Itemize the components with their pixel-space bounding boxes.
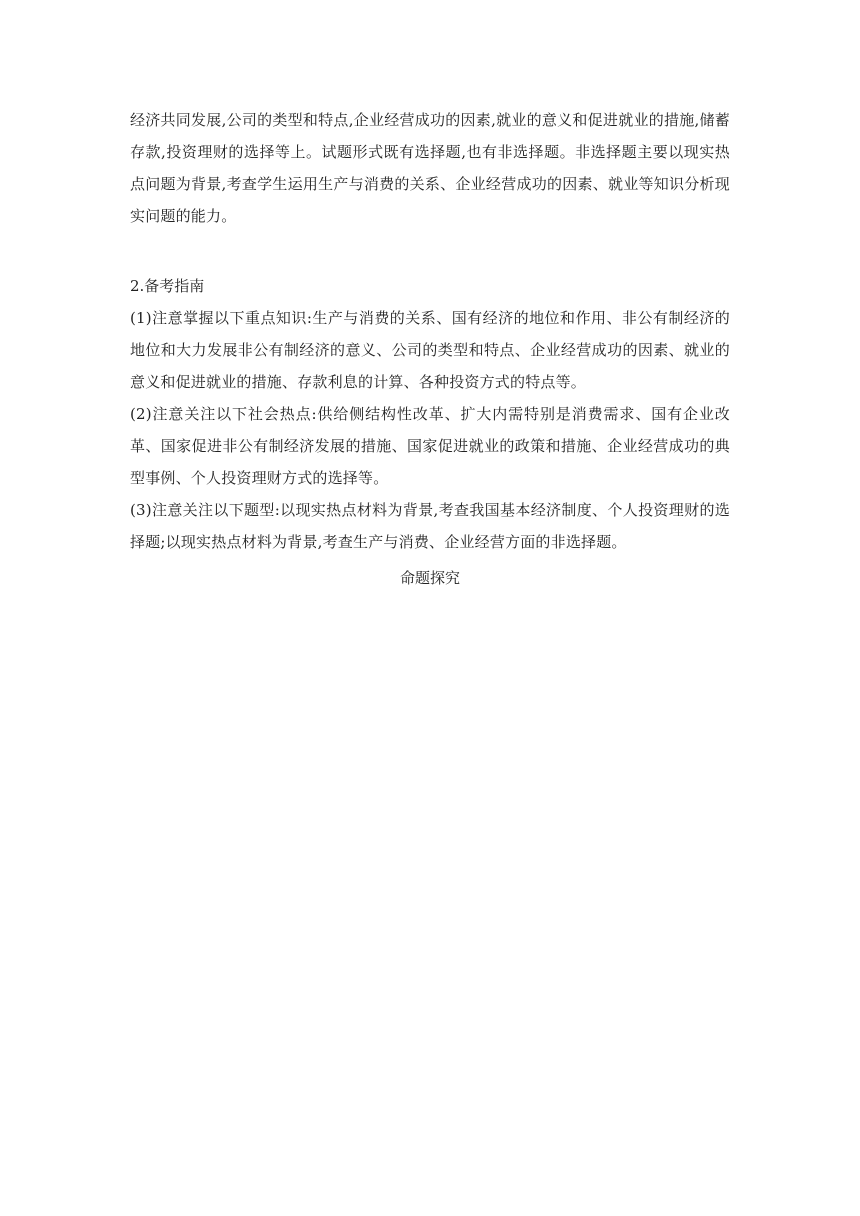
guide-item-3: (3)注意关注以下题型:以现实热点材料为背景,考查我国基本经济制度、个人投资理财的选择题;以现实热点材料为背景,考查生产与消费、企业经营方面的非选择题。	[130, 501, 730, 551]
section-heading: 2.备考指南	[130, 277, 205, 295]
document-page	[130, 104, 730, 594]
intro-paragraph: 经济共同发展,公司的类型和特点,企业经营成功的因素,就业的意义和促进就业的措施,储蓄存款,投资理财的选择等上。试题形式既有选择题,也有非选择题。非选择题主要以现实热点问题为背景,考查学生运用生产与消费的关系、企业经营成功的因素、就业等知识分析现实问题的能力。	[130, 111, 730, 225]
closing-title: 命题探究	[399, 569, 460, 587]
guide-item-1: (1)注意掌握以下重点知识:生产与消费的关系、国有经济的地位和作用、非公有制经济的地位和大力发展非公有制经济的意义、公司的类型和特点、企业经营成功的因素、就业的意义和促进就业的措施、存款利息的计算、各种投资方式的特点等。	[130, 309, 730, 391]
guide-item-2: (2)注意关注以下社会热点:供给侧结构性改革、扩大内需特别是消费需求、国有企业改革、国家促进非公有制经济发展的措施、国家促进就业的政策和措施、企业经营成功的典型事例、个人投资理财方式的选择等。	[130, 405, 730, 487]
section-spacer	[130, 232, 730, 270]
